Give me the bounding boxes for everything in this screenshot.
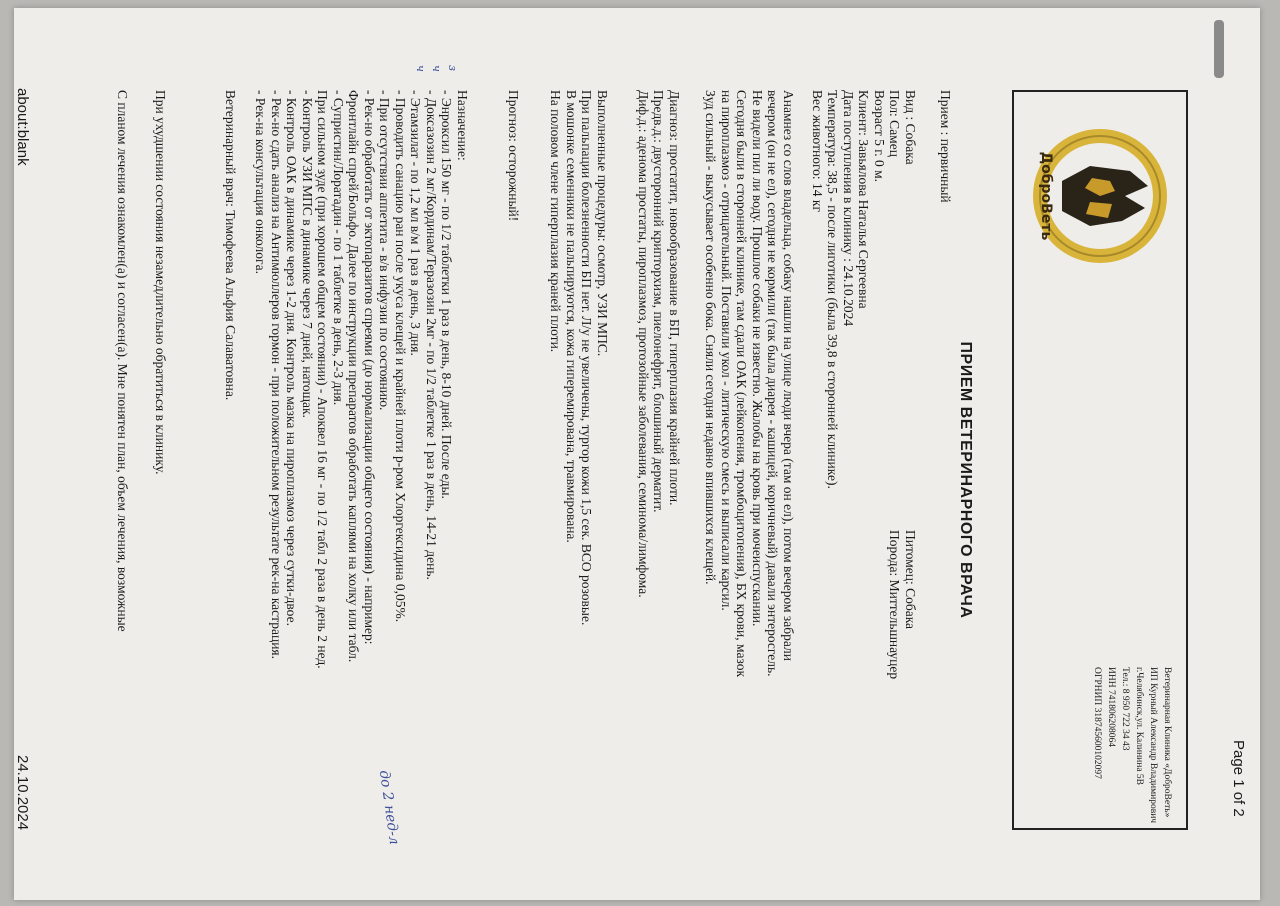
anamnesis-line: Не видели пил ли воду. Прошлое собаки не известно. Жалобы на кровь при мочеиспускании. [750, 90, 765, 627]
patient-info [810, 90, 919, 489]
anamnesis [703, 90, 796, 677]
patient-line: Вес животного: 14 кг [810, 90, 825, 213]
clinic-logo-icon [1030, 126, 1170, 266]
logo-text: ДоброВеть [1038, 151, 1054, 241]
prescription-line: - Проводить санацию ран после укуса клещей и крайней плоти р-ром Хлоргексидина 0,05%. [393, 90, 408, 623]
prescription-line: - Контроль ОАК в динамике через 1-2 дня. Контроль мазка на пироплазмоз через сутки-двое. [284, 90, 300, 626]
diagnosis [636, 90, 683, 598]
patient-line: Возраст 5 г. 0 м. [872, 90, 887, 183]
header-box [1012, 90, 1188, 830]
consent-text: С планом лечения ознакомлен(а) и согласен(а). Мне понятен план, объем лечения, возможные [115, 90, 130, 632]
footer-url: about:blank [14, 88, 31, 166]
prescription-line: - При отсутствии аппетита - в/в инфузии по состоянию. [377, 90, 393, 411]
clinic-info [1090, 667, 1174, 827]
procedures-line: При пальпации болезненности БП нет. Л/у не увеличены, тургор кожи 1,5 сек. ВСО розовые. [579, 90, 595, 626]
document-title: ПРИЕМ ВЕТЕРИНАРНОГО ВРАЧА [957, 341, 974, 619]
clinic-line: ОГРНИП 318745600102097 [1092, 667, 1102, 779]
rotated-page [14, 10, 1258, 890]
patient-line: Клиент: Завьялова Наталья Сергеевна [856, 90, 872, 309]
procedures-line: В мошонке семенники не пальпируются, кожа гиперемирована, травмирована. [564, 90, 579, 543]
clinic-line: г.Челябинск,ул. Калинина 5В [1134, 667, 1144, 785]
clinic-line: ИНН 741806208064 [1106, 667, 1116, 747]
diagnosis-line: Диагноз: простатит, новообразование в БП, гиперплазия крайней плоти. [667, 90, 682, 506]
margin-mark: ч [430, 65, 443, 72]
clinic-line: Ветеринарная Клиника «ДоброВеть» [1162, 667, 1172, 818]
patient-line: Температура: 38,5 - после лиготики (была 39,8 в сторонней клинике). [825, 90, 841, 489]
prescription-line: - Этамзилат - по 1,2 мл в/м 1 раз в день, 3 дня. [408, 90, 424, 356]
prescription-line: - Рек-но обработать от эктопаразитов спреями (до нормализации общего состояния) - например: [362, 90, 377, 645]
prescription-line: - Супристин/Лоратадин - по 1 таблетке в день, 2-3 дня. [331, 90, 346, 406]
visit-type: Прием : первичный [938, 90, 953, 203]
prognosis: Прогноз: осторожный! [506, 90, 521, 222]
prescription-line: - Энроксил 150 мг - по 1/2 таблетки 1 раз в день, 8-10 дней. После еды. [439, 90, 455, 499]
clinic-line: Тел.: 8 950 722 34 43 [1120, 667, 1130, 751]
prescription-line: Назначение: [455, 90, 470, 161]
pet-info [887, 530, 918, 679]
prescription-line: Фронтлайн спрей/Больфо. Далее по инструкции препаратов обработать каплями на холку или табл. [346, 90, 362, 663]
margin-mark: з [446, 65, 459, 71]
prescription-line: - Контроль УЗИ МПС в динамике через 7 дней, натощак. [300, 90, 315, 418]
prescription-line: - Рек-но сдать анализ на Антимюллеров гормон - при положительном результате рек-на кастрация. [269, 90, 284, 660]
prescription-line: - Рек-на консультация онколога. [253, 90, 269, 274]
margin-marks [412, 65, 460, 72]
anamnesis-line: Зуд сильный - выкусывает особенно бока. Сняли сегодня недавно впившихся клещей. [703, 90, 719, 585]
patient-line: Дата поступления в клинику : 24.10.2024 [841, 90, 856, 327]
anamnesis-line: Сегодня были в сторонней клинике, там сдали ОАК (лейкопения, тромбоцитопения), БХ крови, мазок [734, 90, 750, 678]
handwritten-note: до 2 нед-л [375, 769, 403, 846]
procedures [548, 90, 610, 625]
diagnosis-line: Предв.д.: двусторонний крипторхизм, пиелонефрит, блошиный дерматит. [651, 90, 667, 513]
procedures-line: На половом члене гиперплазия краней плоти. [548, 90, 564, 353]
pet-name: Питомец: Собака [903, 530, 918, 630]
prescription-line: При сильном зуде (при хорошем общем состоянии) - Апоквел 16 мг - по 1/2 табл 2 раза в день 2 нед. [315, 90, 331, 669]
diagnosis-line: Диф.д.: аденома простаты, пироплазмоз, протозойные заболевания, семинома/лимфома. [636, 90, 651, 598]
prescription [253, 90, 470, 669]
margin-mark: ч [414, 65, 427, 72]
patient-line: Пол: Самец [887, 90, 903, 157]
doctor-name: Ветеринарный врач: Тимофеева Альфия Салаватовна. [223, 90, 238, 401]
pet-breed: Порода: Миттельшнауцер [887, 530, 903, 680]
anamnesis-line: на пироплазмоз - отрицательный. Поставили укол - литическую смесь и выписали карсил. [719, 90, 734, 611]
clinic-line: ИП Курный Александр Владимирович [1148, 667, 1158, 824]
anamnesis-line: Анамнез со слов владельца, собаку нашли на улице люди вчера (там он ел), потом вечером забрали [781, 90, 796, 661]
prescription-line: - Доксазозин 2 мг/Кординам/Теразозин 2мг - по 1/2 таблетке 1 раз в день, 14-21 день. [424, 90, 439, 580]
page-number: Page 1 of 2 [1230, 740, 1247, 817]
anamnesis-line: вечером (он не ел), сегодня не кормили (так была диарея - кашицей, коричневый) давали энтеросгель. [765, 90, 781, 677]
patient-line: Вид : Собака [903, 90, 918, 165]
warning-text: При ухудшении состояния незамедлительно обратиться в клинику. [153, 90, 168, 475]
procedures-line: Выполненные процедуры: осмотр, УЗИ МПС. [595, 90, 610, 357]
footer-date: 24.10.2024 [14, 755, 31, 831]
